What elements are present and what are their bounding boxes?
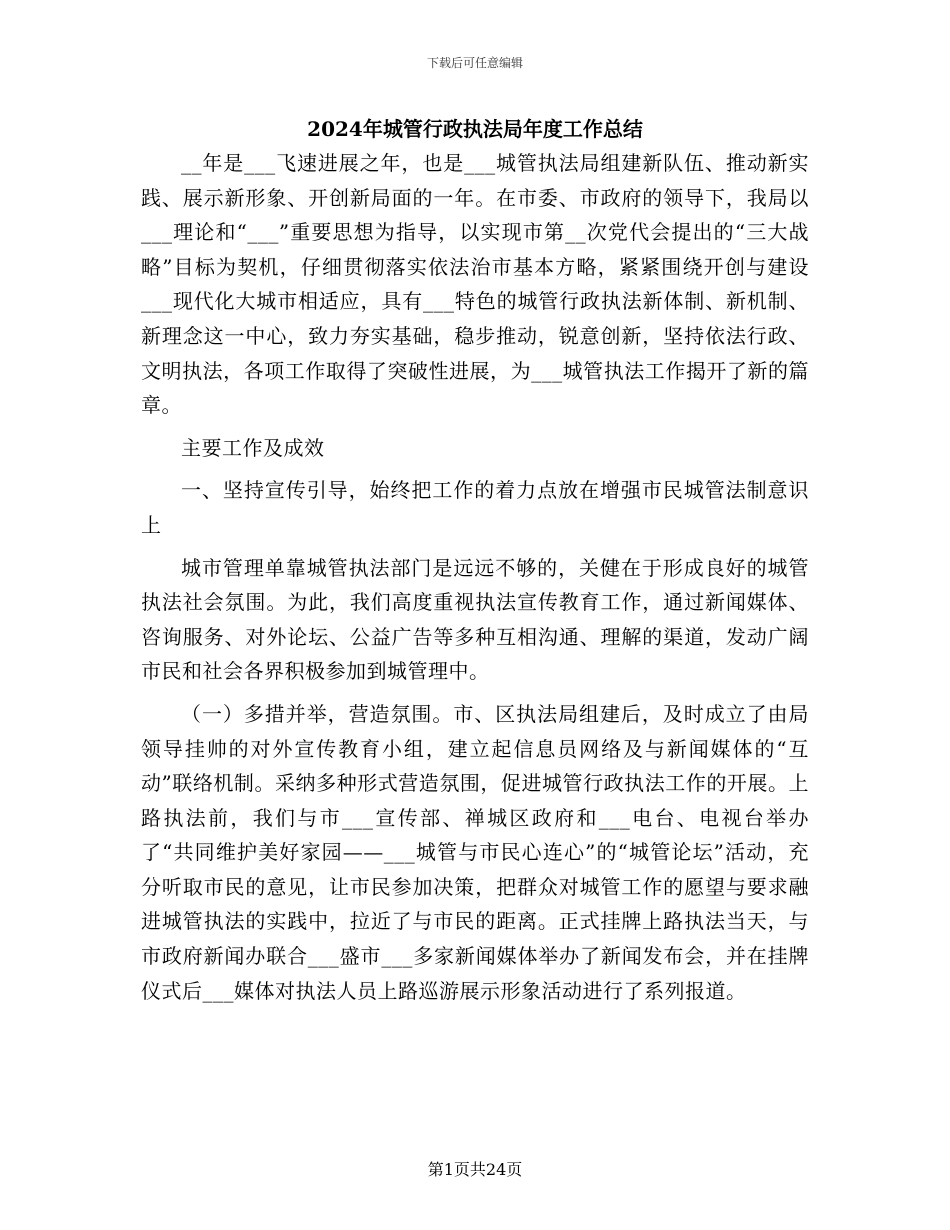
section-heading-main-work: 主要工作及成效 [181,435,325,460]
paragraph-intro: __年是___飞速进展之年，也是___城管执法局组建新队伍、推动新实践、展示新形象、开创新局面的一年。在市委、市政府的领导下，我局以___理论和“___”重要思想为指导，以实现市第__次党代会提出的“三大战略”目标为契机，仔细贯彻落实依法治市基本方略，紧紧围绕开创与建设___现代化大城市相适应，具有___特色的城管行政执法新体制、新机制、新理念这一中心，致力夯实基础，稳步推动，锐意创新，坚持依法行政、文明执法，各项工作取得了突破性进展，为___城管执法工作揭开了新的篇章。 [141,151,809,418]
page-header-note: 下载后可任意编辑 [426,56,523,70]
document-body [141,112,809,1008]
paragraph-measures: （一）多措并举，营造氛围。市、区执法局组建后，及时成立了由局领导挂帅的对外宣传教育小组，建立起信息员网络及与新闻媒体的“互动”联络机制。采纳多种形式营造氛围，促进城管行政执法工作的开展。上路执法前，我们与市___宣传部、禅城区政府和___电台、电视台举办了“共同维护美好家园——___城管与市民心连心”的“城管论坛”活动，充分听取市民的意见，让市民参加决策，把群众对城管工作的愿望与要求融进城管执法的实践中，拉近了与市民的距离。正式挂牌上路执法当天，与市政府新闻办联合___盛市___多家新闻媒体举办了新闻发布会，并在挂牌仪式后___媒体对执法人员上路巡游展示形象活动进行了系列报道。 [141,701,809,1003]
document-title: 2024年城管行政执法局年度工作总结 [307,117,643,141]
section-heading-one: 一、坚持宣传引导，始终把工作的着力点放在增强市民城管法制意识上 [141,478,809,537]
page-footer-number: 第1页共24页 [427,1160,523,1179]
paragraph-urban-management: 城市管理单靠城管执法部门是远远不够的，关健在于形成良好的城管执法社会氛围。为此，我们高度重视执法宣传教育工作，通过新闻媒体、咨询服务、对外论坛、公益广告等多种互相沟通、理解的渠道，发动广阔市民和社会各界积极参加到城管理中。 [141,555,809,684]
